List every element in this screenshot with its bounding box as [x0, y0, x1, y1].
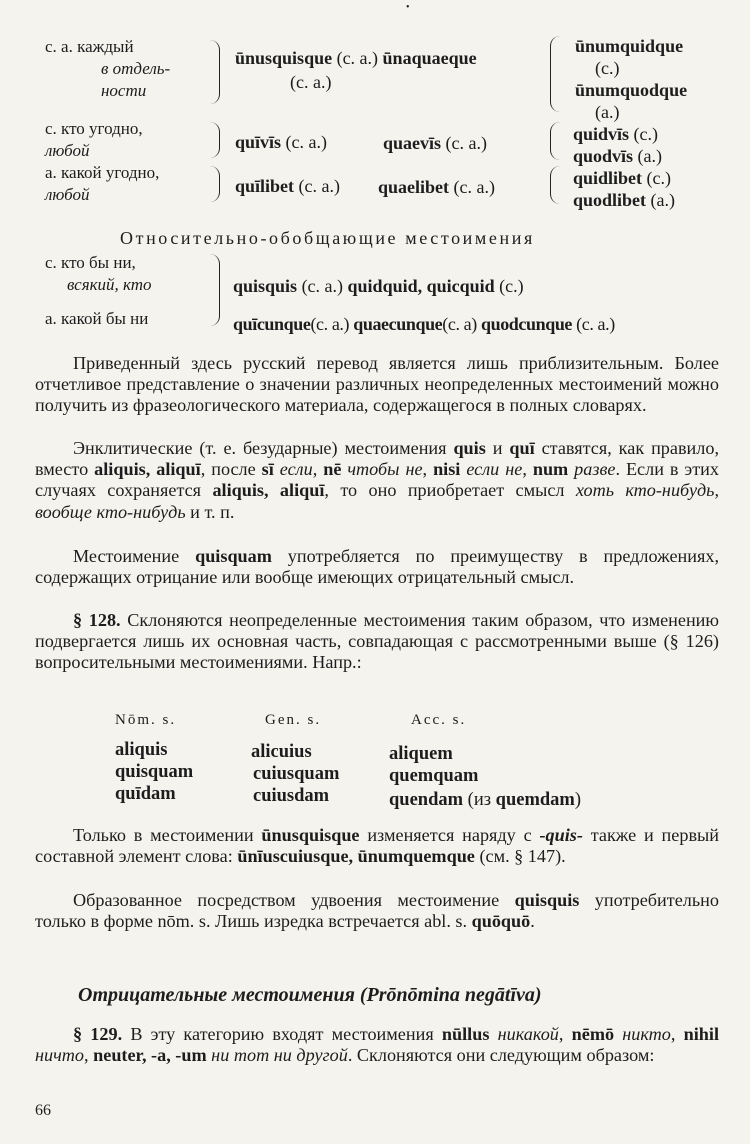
text-run: ūnusquisque	[261, 825, 360, 845]
paragraph-quisquis	[35, 890, 719, 932]
gloss: (a.)	[637, 146, 663, 166]
text-run: В эту категорию входят местоимения	[122, 1024, 442, 1044]
latin-word: quīcunque	[233, 314, 311, 334]
text-run: quisquam	[195, 546, 272, 566]
paragraph-translation-note: Приведенный здесь русский перевод является лишь приблизительным. Более отчетливое представление о значении различных неопределенных местоимений можно получить из фразеологического материала, содержащегося в полных словарях.	[35, 353, 719, 416]
latin-word: ūnaquaeque	[382, 48, 477, 68]
table-cell: aliquis	[115, 740, 168, 760]
text-run: чтобы не	[341, 459, 423, 480]
latin-word: quodcunque	[480, 314, 573, 334]
table-cell: quendam (из quemdam)	[389, 790, 581, 810]
paragraph-quisquam	[35, 546, 719, 588]
gloss: (c. a.)	[285, 132, 327, 152]
label-line: всякий, кто	[67, 275, 152, 294]
subheading: Отрицательные местоимения (Prōnōmina negātīva)	[78, 984, 542, 1006]
latin-word: ūnumquidque	[575, 36, 684, 56]
label-line: c. кто бы ни,	[45, 253, 136, 272]
text-run: ,	[312, 459, 324, 480]
text-run: также и первый составной элемент слова:	[35, 825, 720, 867]
label-line: в отдель-	[101, 59, 171, 78]
text-run: ,	[522, 459, 533, 480]
text-run: Образованное посредством удвоения местоимение	[73, 890, 515, 910]
text-run: sī	[261, 459, 274, 480]
table-cell: quīdam	[115, 784, 176, 804]
section-title: Относительно-обобщающие местоимения	[120, 228, 535, 248]
text-run: nisi	[433, 459, 461, 480]
brace-left	[205, 122, 220, 158]
latin-word: quaevīs	[383, 133, 442, 153]
latin-word: quodvīs	[573, 146, 634, 166]
text-run: , после	[200, 459, 262, 480]
paragraph-enclitic	[35, 438, 719, 523]
quaelibet-row	[378, 177, 495, 198]
text-run: ,	[670, 1024, 684, 1044]
latin-word: quaelibet	[378, 177, 450, 197]
column-header: Gen. s.	[265, 712, 322, 728]
text-run: neuter, -a, -um	[93, 1045, 207, 1066]
text-run: хоть кто-нибудь, вообще кто-нибудь	[35, 480, 719, 522]
brace-left	[205, 40, 220, 104]
quaevis-row	[383, 133, 487, 154]
brace-right	[550, 122, 563, 160]
text-run: Местоимение	[73, 546, 196, 566]
gloss: (c. a.)	[336, 48, 379, 68]
paragraph-unusquisque	[35, 825, 719, 867]
gloss: (c. a.)	[290, 72, 332, 92]
text-run: quōquō	[471, 911, 531, 932]
text-run: ,	[558, 1024, 572, 1044]
latin-word: ūnumquodque	[575, 80, 688, 100]
quisquis-row	[233, 276, 524, 297]
text-run: ūnīuscuiusque, ūnumquemque	[237, 846, 475, 867]
brace-left	[205, 254, 220, 326]
gloss: (c.)	[633, 124, 659, 144]
text-run: ничто	[35, 1045, 85, 1066]
table-cell: quemquam	[389, 766, 479, 786]
quivis-row	[235, 132, 327, 153]
quidlibet-row	[573, 168, 671, 189]
latin-word: quīvīs	[235, 132, 282, 152]
text-run: .	[530, 911, 535, 932]
label-line: любой	[45, 185, 90, 204]
label-line: a. какой бы ни	[45, 309, 149, 328]
column-header: Acc. s.	[411, 712, 467, 728]
quilibet-row	[235, 176, 340, 197]
latin-word: quidvīs	[573, 124, 630, 144]
label-line: любой	[45, 141, 90, 160]
text-run: и т. п.	[185, 501, 235, 522]
table-cell: cuiusquam	[253, 764, 340, 784]
text-run: ,	[422, 459, 434, 480]
print-speck: •	[406, 2, 410, 13]
latin-word: quisquis	[233, 276, 298, 296]
text-run: § 129.	[73, 1024, 123, 1044]
latin-word: quidquid, quicquid	[347, 276, 495, 296]
text-run: . Если в этих случаях сохраняется	[35, 459, 720, 501]
table-cell: quisquam	[115, 762, 194, 782]
text-run: Энклитические (т. е. безударные) местоимения	[73, 438, 454, 458]
latin-word: quīlibet	[235, 176, 295, 196]
text-run: никакой	[489, 1024, 559, 1044]
relative-pronoun-table	[45, 252, 725, 342]
quidvis-row	[573, 124, 658, 145]
gloss: (c. a.)	[298, 176, 340, 196]
indefinite-pronoun-table	[45, 36, 725, 216]
text-run: § 128.	[73, 610, 121, 630]
text-run: . Склоняются они следующим образом:	[347, 1045, 655, 1066]
text-run: quisquis	[514, 890, 580, 910]
masc-form	[235, 48, 477, 69]
gloss: (c. a.)	[453, 177, 495, 197]
text-run: употребительно только в форме nōm. s. Лишь изредка встречается abl. s.	[35, 890, 719, 932]
row-label	[45, 36, 215, 58]
page-number: 66	[35, 1102, 51, 1119]
text-run: ставятся, как правило, вместо	[35, 438, 719, 480]
text-run: nēmō	[571, 1024, 615, 1044]
text-run: если не	[460, 459, 523, 480]
text-run: ни тот ни другой	[206, 1045, 348, 1066]
table-cell: alicuius	[251, 742, 312, 762]
text-run: aliquis, aliquī	[94, 459, 201, 480]
text-run: разве	[568, 459, 616, 480]
quicunque-row	[233, 314, 615, 335]
brace-left	[205, 166, 220, 202]
label-text: c. кто угодно,	[45, 119, 143, 138]
brace-right	[550, 36, 563, 112]
label-line: ности	[101, 81, 147, 100]
gloss: (c.)	[595, 58, 620, 78]
text-run: изменяется наряду с	[359, 825, 540, 845]
label-line	[45, 118, 143, 140]
paragraph-128	[35, 610, 719, 674]
gloss: (a.)	[595, 102, 620, 122]
text-run: Склоняются неопределенные местоимения таким образом, что изменению подвергается лишь их основная часть, совпадающая с рассмотренными выше (§ 126) вопросительными местоимениями. Напр.:	[35, 610, 720, 673]
text-run: Только в местоимении	[73, 825, 262, 845]
label-line: a. какой угодно,	[45, 163, 160, 182]
text-run: nē	[323, 459, 342, 480]
text-run: , то оно приобретает смысл	[324, 480, 576, 501]
quodlibet-row	[573, 190, 675, 211]
text-run: никто	[614, 1024, 671, 1044]
text-run: quis	[453, 438, 486, 458]
paragraph-129	[35, 1024, 719, 1066]
text-run: num	[532, 459, 569, 480]
text-run: aliquis, aliquī	[212, 480, 325, 501]
gloss: (c. a.)	[576, 314, 615, 334]
brace-right	[550, 166, 563, 204]
quodvis-row	[573, 146, 662, 167]
text-run: употребляется по преимуществу в предложениях, содержащих отрицание или вообще имеющих отрицательный смысл.	[35, 546, 720, 588]
column-header: Nōm. s.	[115, 712, 177, 728]
text-run: quī	[509, 438, 535, 458]
text-run: nūllus	[441, 1024, 490, 1044]
gloss: (c.)	[646, 168, 672, 188]
gloss: (c. a)	[442, 314, 477, 334]
gloss: (c. a.)	[310, 314, 350, 334]
gloss: (c.)	[499, 276, 524, 296]
text-run: ,	[84, 1045, 94, 1066]
text-run: (см. § 147).	[474, 846, 566, 867]
gloss: (c. a.)	[445, 133, 487, 153]
table-cell: cuiusdam	[253, 786, 330, 806]
label-line: c. a. каждый	[45, 37, 134, 56]
gloss: (c. a.)	[301, 276, 344, 296]
latin-word: quidlibet	[573, 168, 643, 188]
table-cell: aliquem	[389, 744, 453, 764]
latin-word: ūnusquisque	[235, 48, 333, 68]
latin-word: quodlibet	[573, 190, 647, 210]
latin-word: quaecunque	[353, 314, 443, 334]
text-run: если	[273, 459, 313, 480]
text-run: nihil	[683, 1024, 720, 1044]
text-run: и	[485, 438, 510, 458]
gloss: (a.)	[650, 190, 676, 210]
text-run: -quis-	[539, 825, 583, 845]
